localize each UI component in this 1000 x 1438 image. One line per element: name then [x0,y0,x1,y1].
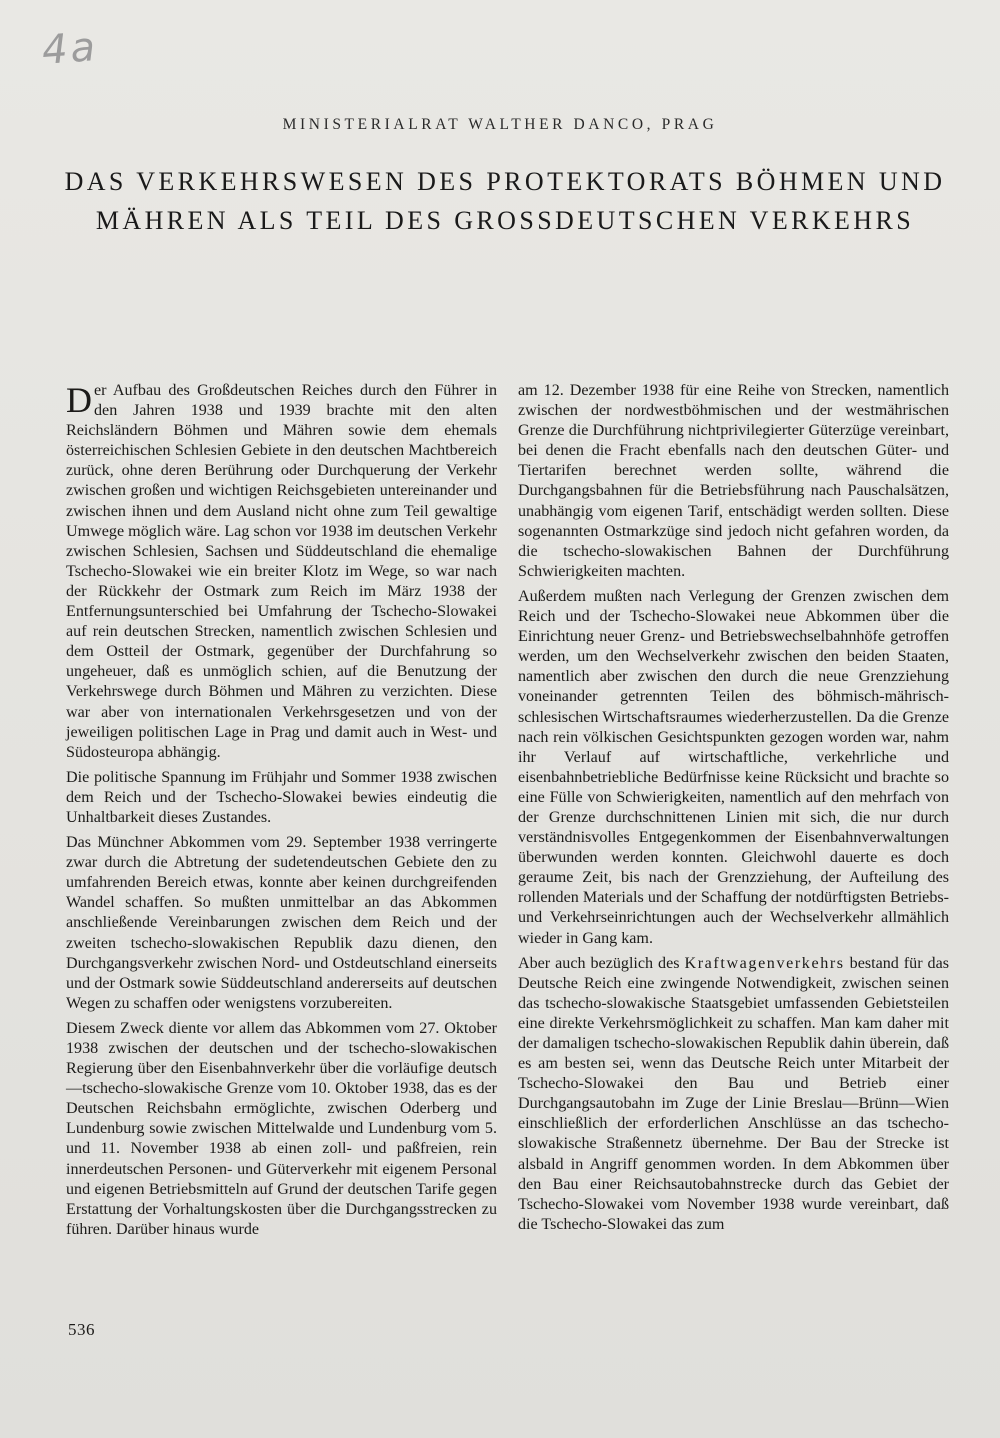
paragraph-text: er Aufbau des Großdeutschen Reiches durch den Führer in den Jahren 1938 und 1939 brachte mit den alten Reichsländern Böhmen und Mähren sowie dem ehemals österreichischen Schlesien Gebiete in den deutschen Machtbereich zurück, ohne deren Berührung oder Durchquerung der Verkehr zwischen großen und wichtigen Reichsgebieten untereinander und zwischen ihnen und dem Ausland nicht ohne zum Teil gewaltige Umwege möglich wäre. Lag schon vor 1938 im deutschen Verkehr zwischen Schlesien, Sachsen und Süddeutschland die ehemalige Tschecho-Slowakei wie ein breiter Klotz im Wege, so war nach der Rückkehr der Ostmark zum Reich im März 1938 der Entfernungsunterschied bei Umfahrung der Tschecho-Slowakei auf rein deutschen Strecken, namentlich zwischen Schlesien und dem Ostteil der Ostmark, gegenüber der Durchfahrung so ungeheuer, daß es unmöglich schien, auf die Benutzung der Verkehrswege durch Böhmen und Mähren zu verzichten. Diese war aber von internationalen Verkehrsgesetzen und von der jeweiligen politischen Lage in Prag und damit auch in West- und Südosteuropa abhängig. [66,382,497,761]
paragraph: Diesem Zweck diente vor allem das Abkommen vom 27. Oktober 1938 zwischen der deutschen und der tschecho-slowakischen Regierung über den Eisenbahnverkehr über die vorläufige deutsch—tschecho-slowakische Grenze vom 10. Oktober 1938, das es der Deutschen Reichsbahn ermöglichte, zwischen Oderberg und Lundenburg sowie zwischen Mittelwalde und Lundenburg vom 5. und 11. November 1938 ab einen zoll- und paßfreien, rein innerdeutschen Personen- und Güterverkehr mit eigenem Personal und eigenen Betriebsmitteln auf Grund der deutschen Tarife gegen Erstattung der Vorhaltungskosten über die Durchgangsstrecken zu führen. Darüber hinaus wurde [66,1019,497,1238]
title-line-1: DAS VERKEHRSWESEN DES PROTEKTORATS BÖHMEN UND [64,167,946,196]
paragraph-text: bestand für das Deutsche Reich eine zwingende Notwendigkeit, zwischen seinen das tschecho-slowakische Staatsgebiet umfassenden Gebietsteilen eine direkte Verkehrsmöglichkeit zu schaffen. Man kam daher mit der damaligen tschecho-slowakischen Republik dahin überein, daß es am besten sei, wenn das Deutsche Reich unter Mitarbeit der Tschecho-Slowakei den Bau und Betrieb einer Durchgangsautobahn im Zuge der Linie Breslau—Brünn—Wien einschließlich der erforderlichen Anschlüsse an das tschecho-slowakische Straßennetz übernehme. Der Bau der Strecke ist alsbald in Angriff genommen worden. In dem Abkommen über den Bau einer Reichsautobahnstrecke durch das Gebiet der Tschecho-Slowakei vom November 1938 wurde vereinbart, daß die Tschecho-Slowakei das zum [518,954,949,1233]
paragraph [66,381,497,763]
right-column [518,381,949,1240]
spaced-emphasis: Kraftwagenverkehrs [684,954,845,972]
paragraph: Die politische Spannung im Frühjahr und Sommer 1938 zwischen dem Reich und der Tschecho-Slowakei bewies eindeutig die Unhaltbarkeit dieses Zustandes. [66,768,497,826]
paragraph: Außerdem mußten nach Verlegung der Grenzen zwischen dem Reich und der Tschecho-Slowakei neue Abkommen über die Einrichtung neuer Grenz- und Betriebswechselbahnhöfe getroffen werden, um den Wechselverkehr zwischen den beiden Staaten, namentlich aber zwischen den durch die neue Grenzziehung voneinander getrennten Teilen des böhmisch-mährisch-schlesischen Wirtschaftsraumes wiederherzustellen. Da die Grenze nach rein völkischen Gesichtspunkten gezogen worden war, nahm ihr Verlauf auf wirtschaftliche, verkehrliche und eisenbahnbetriebliche Bedürfnisse keine Rücksicht und brachte so eine Fülle von Schwierigkeiten, namentlich auf den mehrfach von der Grenze durchschnittenen Linien mit sich, die nur durch verständnisvolles Entgegenkommen der Eisenbahnverwaltungen überwunden werden konnten. Gleichwohl dauerte es doch geraume Zeit, bis nach der Grenzziehung, der Aufteilung des rollenden Materials und der Schaffung der notdürftigsten Betriebs- und Verkehrseinrichtungen auch der Wechselverkehr allmählich wieder in Gang kam. [518,587,949,947]
author-line: MINISTERIALRAT WALTHER DANCO, PRAG [282,116,718,133]
page-number: 536 [68,1320,95,1339]
drop-cap: D [66,380,92,420]
paragraph: am 12. Dezember 1938 für eine Reihe von Strecken, namentlich zwischen der nordwestböhmischen und der westmährischen Grenze die Durchführung nichtprivilegierter Güterzüge vereinbart, bei denen die Fracht ebenfalls nach den deutschen Güter- und Tiertarifen berechnet werden sollte, während die Durchgangsbahnen für die Betriebsführung nach Pauschalsätzen, unabhängig vom eigenen Tarif, entschädigt werden sollten. Diese sogenannten Ostmarkzüge sind jedoch nicht gefahren worden, da die tschecho-slowakischen Bahnen der Durchführung Schwierigkeiten machten. [518,382,949,580]
handwritten-note: 4a [40,24,100,74]
title-line-2: MÄHREN ALS TEIL DES GROSSDEUTSCHEN VERKEHRS [95,206,915,235]
paragraph: Das Münchner Abkommen vom 29. September 1938 verringerte zwar durch die Abtretung der sudetendeutschen Gebiete den zu umfahrenden Bereich etwas, konnte aber keinen durchgreifenden Wandel schaffen. So mußten unmittelbar an das Abkommen anschließende Vereinbarungen zwischen dem Reich und der zweiten tschecho-slowakischen Republik dazu dienen, den Durchgangsverkehr zwischen Nord- und Ostdeutschland einerseits und der Ostmark sowie Süddeutschland andererseits auf deutschen Wegen zu schaffen oder wenigstens vorzubereiten. [66,834,497,1012]
article-title [60,162,950,240]
paragraph [518,954,949,1235]
paragraph-text: Aber auch bezüglich des [518,954,685,972]
left-column [66,381,497,1245]
